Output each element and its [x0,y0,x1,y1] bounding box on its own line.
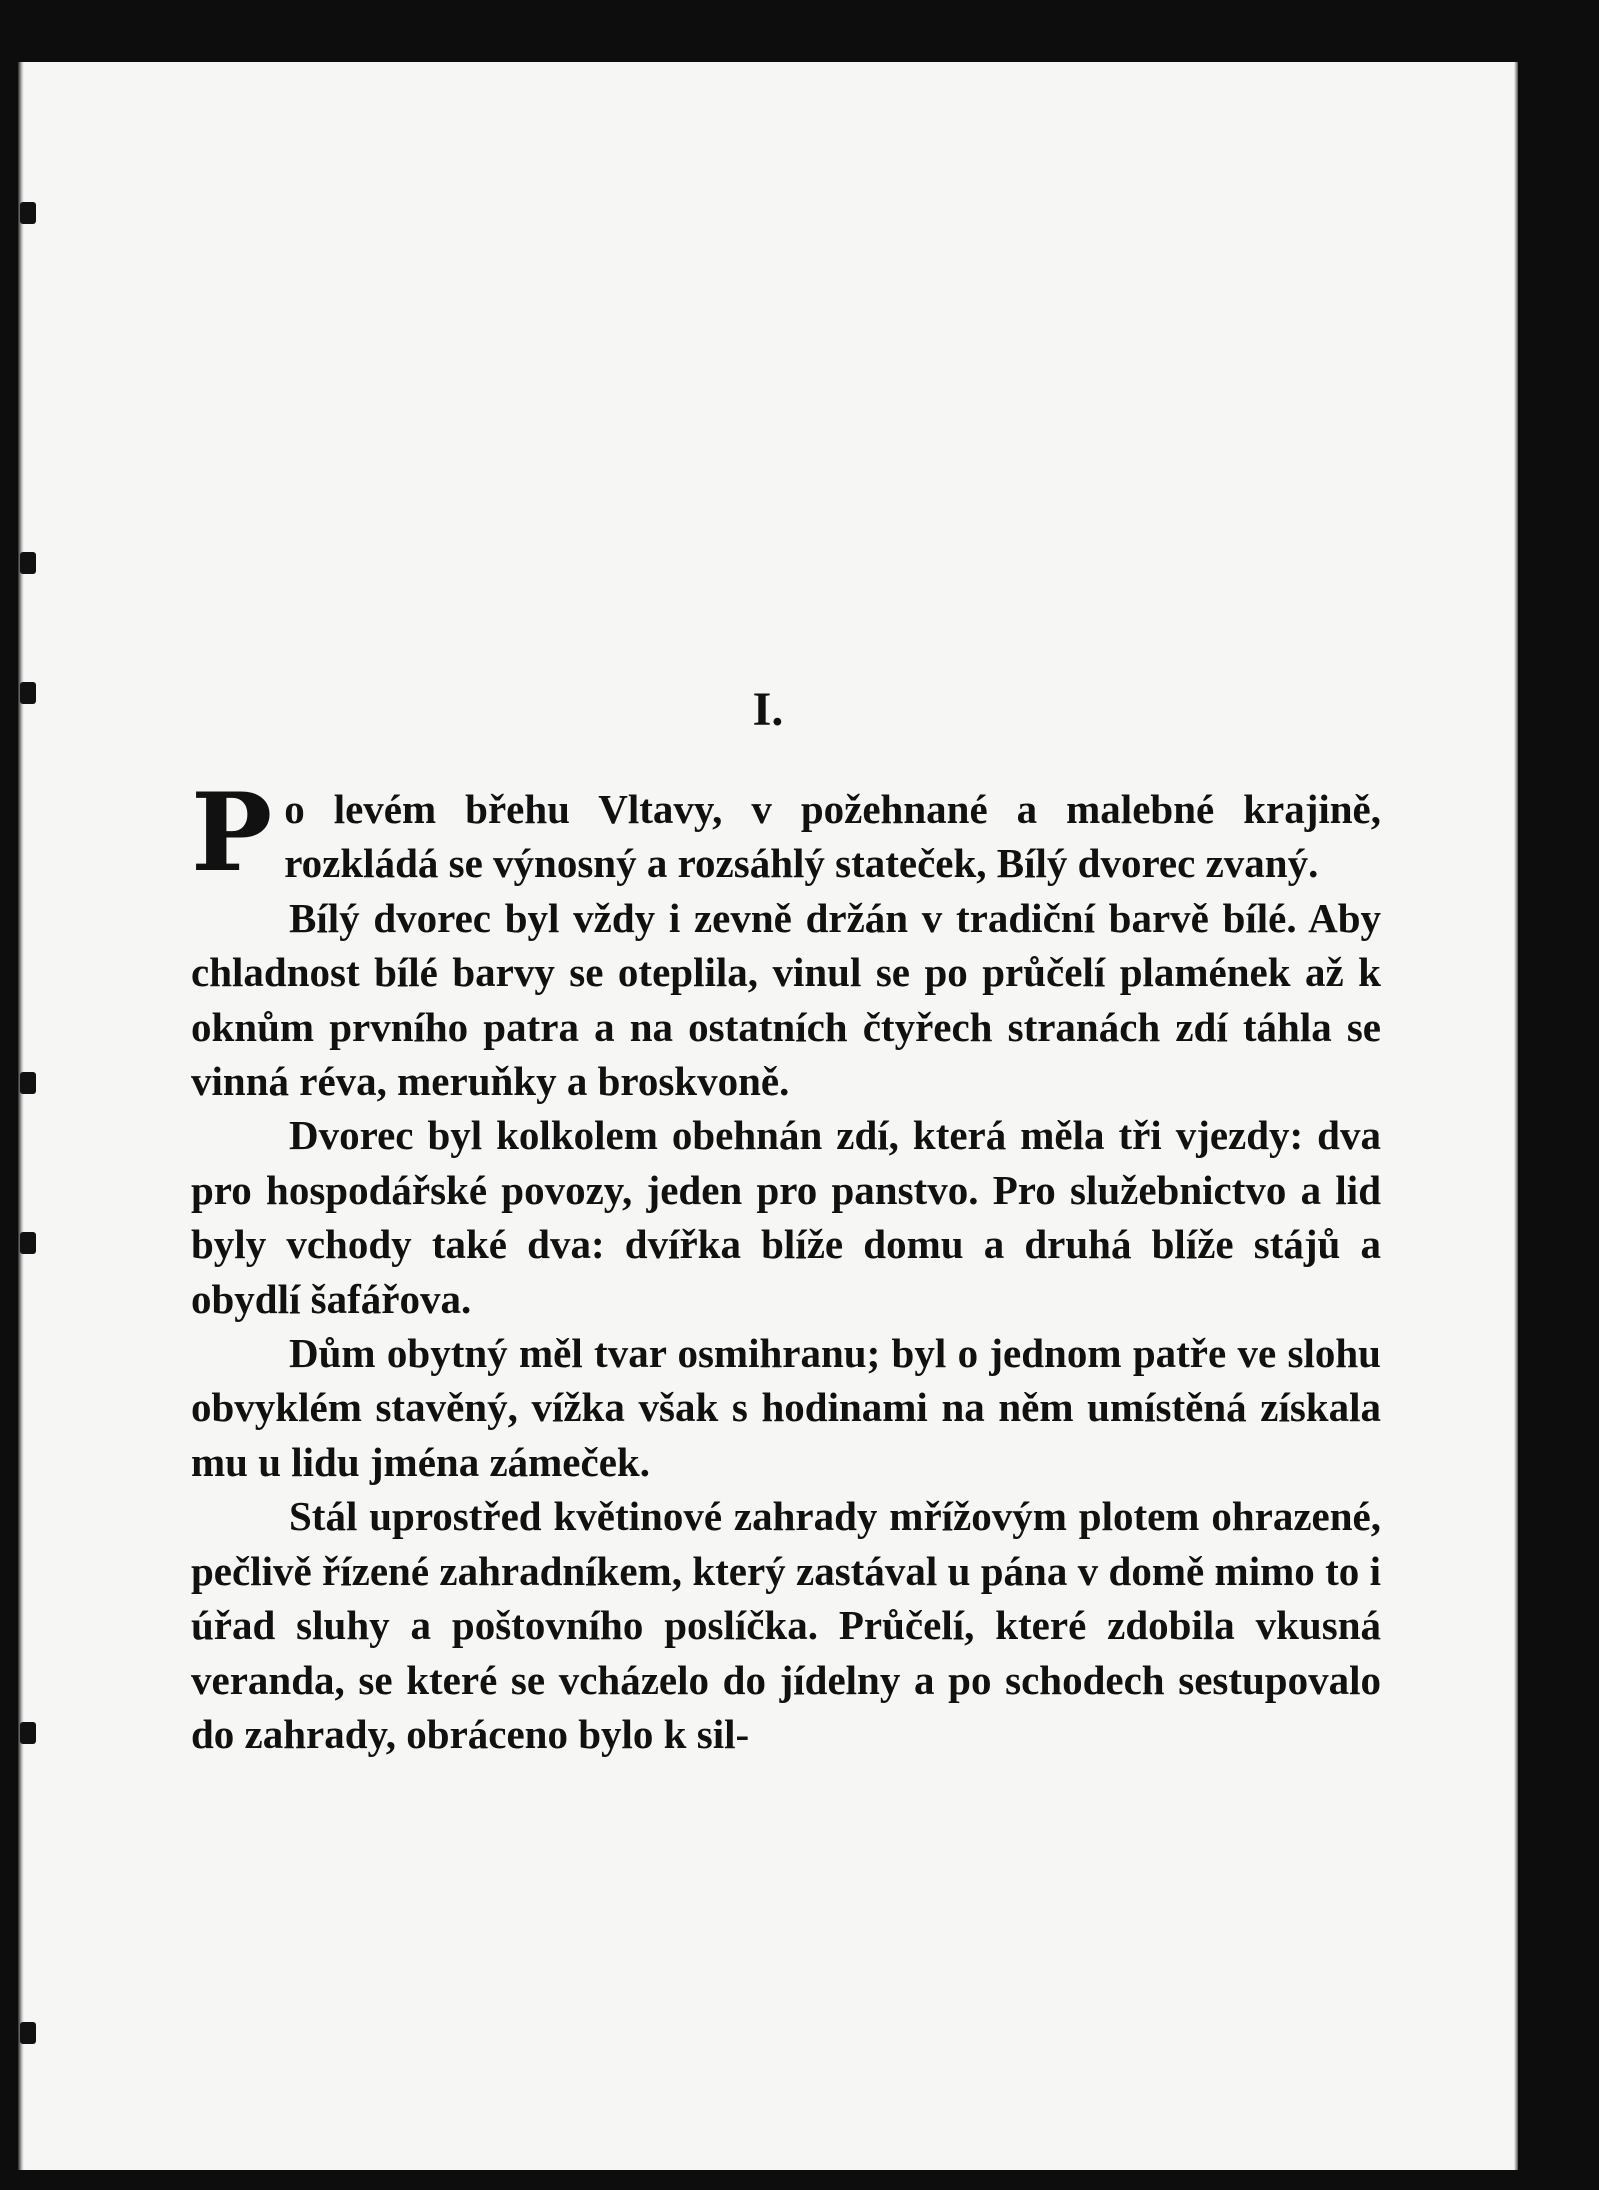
binding-mark [20,202,36,224]
chapter-heading: I. [752,683,784,736]
drop-cap-initial: P [191,770,273,896]
paragraph-3: Dvorec byl kolkolem obehnán zdí, která měla tři vjezdy: dva pro hospodářské povozy, jeden pro panstvo. Pro služebnictvo a lid byly vchody také dva: dvířka blíže domu a druhá blíže stájů a obydlí šafářova. [191,1112,1381,1322]
page-edge-shadow [1514,62,1518,2170]
paragraph-4: Dům obytný měl tvar osmihranu; byl o jednom patře ve slohu obvyklém stavěný, vížka však s hodinami na něm umístěná získala mu u lidu jména zámeček. [191,1330,1381,1485]
binding-mark [20,1722,36,1744]
paragraph-2: Bílý dvorec byl vždy i zevně držán v tradiční barvě bílé. Aby chladnost bílé barvy se oteplila, vinul se po průčelí plamének až k oknům prvního patra a na ostatních čtyřech stranách zdí táhla se vinná réva, meruňky a broskvoně. [191,894,1381,1105]
page-binding-edge [18,62,24,2170]
paragraph-5: Stál uprostřed květinové zahrady mřížovým plotem ohrazené, pečlivě řízené zahradníkem, který zastával u pána v domě mimo to i úřad sluhy a poštovního poslíčka. Průčelí, které zdobila vkusná veranda, se které se vcházelo do jídelny a po schodech sestupovalo do zahrady, obráceno bylo k sil- [191,1493,1381,1757]
paragraph-1 [191,770,1381,896]
binding-mark [20,552,36,574]
binding-mark [20,1232,36,1254]
paragraph-text: o levém břehu Vltavy, v požehnané a malebné krajině, rozkládá se výnosný a rozsáhlý stateček, Bílý dvorec zvaný. [284,786,1381,887]
book-page [18,62,1518,2170]
binding-mark [20,1072,36,1094]
chapter-body [191,770,1381,1761]
binding-mark [20,2022,36,2044]
